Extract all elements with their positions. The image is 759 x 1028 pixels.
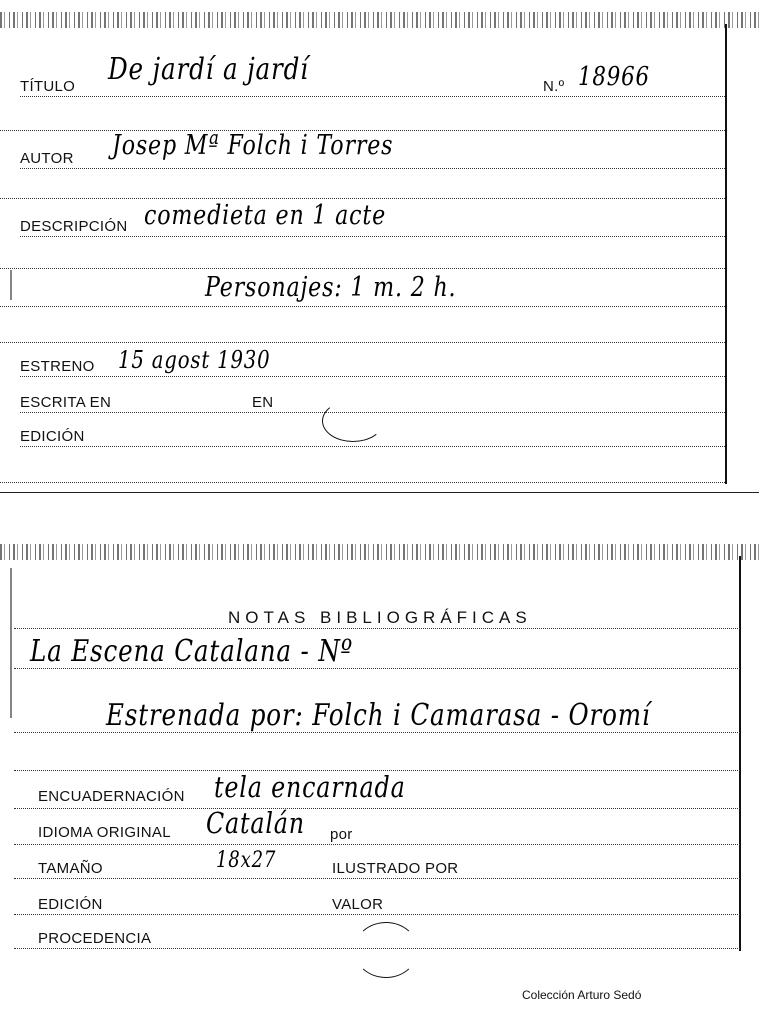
escrita-label: ESCRITA EN — [20, 394, 112, 411]
ruled-line — [14, 844, 740, 845]
descripcion-label: DESCRIPCIÓN — [20, 218, 128, 235]
estreno-label: ESTRENO — [20, 358, 95, 375]
encuadernacion-value: tela encarnada — [214, 770, 406, 804]
en-label: EN — [252, 394, 274, 411]
procedencia-label: PROCEDENCIA — [38, 930, 152, 947]
numero-label: N.º — [543, 78, 565, 95]
por-label: por — [330, 826, 353, 843]
autor-line — [20, 168, 725, 169]
estreno-line — [20, 376, 725, 377]
ruled-line — [14, 628, 740, 629]
titulo-line — [20, 96, 725, 97]
ruled-line — [0, 268, 725, 269]
stamp-mark — [354, 922, 418, 978]
ruled-line — [0, 342, 725, 343]
ruled-line — [0, 482, 725, 483]
notas-line-2: Estrenada por: Folch i Camarasa - Oromí — [106, 698, 651, 733]
card-edge-speckle — [0, 12, 759, 28]
card-bottom-edge — [0, 492, 759, 493]
edicion-label: EDICIÓN — [20, 428, 85, 445]
card-right-border — [725, 24, 727, 484]
card-left-mark — [10, 568, 12, 718]
notas-heading: NOTAS BIBLIOGRÁFICAS — [228, 608, 532, 627]
autor-label: AUTOR — [20, 150, 74, 167]
numero-value: 18966 — [578, 62, 650, 92]
ruled-line — [14, 732, 740, 733]
card-edge-speckle — [0, 544, 759, 560]
edicion-line — [20, 446, 725, 447]
edicion-label: EDICIÓN — [38, 896, 103, 913]
card-left-mark — [10, 270, 12, 300]
ruled-line — [0, 198, 725, 199]
estreno-value: 15 agost 1930 — [118, 346, 271, 374]
idioma-label: IDIOMA ORIGINAL — [38, 824, 171, 841]
titulo-label: TÍTULO — [20, 78, 76, 95]
descripcion-line — [20, 236, 725, 237]
valor-label: VALOR — [332, 896, 384, 913]
notas-line-1: La Escena Catalana - Nº — [30, 634, 354, 669]
titulo-value: De jardí a jardí — [108, 52, 309, 87]
ruled-line — [14, 668, 740, 669]
tamano-label: TAMAÑO — [38, 860, 103, 877]
encuadernacion-label: ENCUADERNACIÓN — [38, 788, 185, 805]
tamano-value: 18x27 — [216, 848, 277, 873]
autor-value: Josep Mª Folch i Torres — [112, 130, 394, 161]
catalog-card-back — [0, 538, 759, 1028]
catalog-card-front — [0, 0, 759, 495]
stamp-mark — [322, 400, 384, 442]
coleccion-label: Colección Arturo Sedó — [522, 988, 642, 1002]
ruled-line — [0, 306, 725, 307]
descripcion-value: comedieta en 1 acte — [144, 200, 387, 231]
ilustrado-label: ILUSTRADO POR — [332, 860, 459, 877]
idioma-value: Catalán — [206, 806, 305, 840]
ruled-line — [14, 878, 740, 879]
personajes-value: Personajes: 1 m. 2 h. — [205, 272, 457, 303]
ruled-line — [14, 808, 740, 809]
ruled-line — [14, 914, 740, 915]
card-right-border — [739, 556, 741, 951]
